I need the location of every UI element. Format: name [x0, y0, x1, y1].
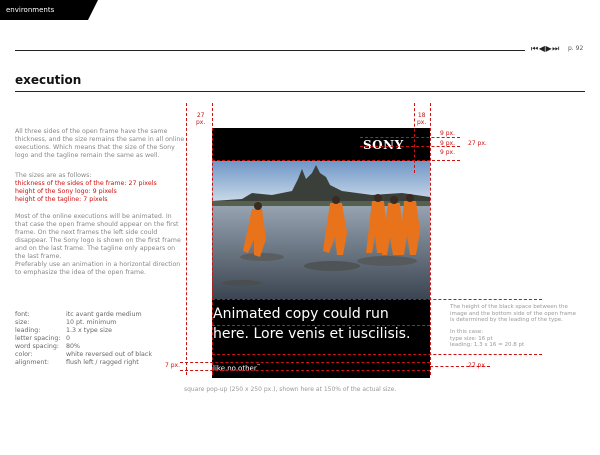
spec-value: 1.3 x type size: [66, 327, 113, 334]
figure-caption: square pop-up (250 x 250 px.), shown here at 150% of the actual size.: [184, 386, 397, 393]
size-logo: height of the Sony logo: 9 pixels: [15, 188, 117, 195]
prev-page-icon[interactable]: ◀: [538, 44, 544, 53]
spec-value: 0: [66, 335, 71, 342]
size-frame: thickness of the sides of the frame: 27 pixels: [15, 180, 157, 187]
animation-text: Most of the online executions will be animated. In that case the open frame should appear on the first frame. On the next frames the left side could disappear. The Sony logo is shown on the first frame and on the last frame. The tagline only appears on the last frame.: [15, 213, 181, 260]
monks-photo: [212, 161, 430, 299]
section-tab-notch: [88, 0, 98, 20]
section-tab[interactable]: [0, 0, 88, 20]
spec-key: leading:: [15, 327, 41, 334]
spec-value: itc avant garde medium: [66, 311, 142, 318]
spec-key: alignment:: [15, 359, 49, 366]
first-page-icon[interactable]: ⏮: [531, 44, 538, 53]
dim-left-inner: [212, 103, 213, 375]
sizes-block: [15, 172, 185, 204]
section-label: environments: [6, 6, 55, 14]
dim-left-unit: px.: [196, 119, 206, 126]
animation-paragraph: [15, 213, 185, 277]
dim-right-27: 27 px.: [468, 140, 487, 147]
dim-right-18: [417, 112, 426, 126]
case-leading: leading: 1.3 x 16 = 20.8 pt: [450, 342, 525, 348]
spec-key: size:: [15, 319, 30, 326]
dim-right-inner: [430, 103, 431, 375]
dim-copy-line: [212, 325, 430, 326]
dim-right-outer: [414, 103, 415, 173]
case-label: In this case:: [450, 329, 484, 335]
spec-value: 80%: [66, 343, 80, 350]
spec-value: 10 pt. minimum: [66, 319, 117, 326]
spec-key: color:: [15, 351, 33, 358]
dim-left-value: 27: [196, 112, 205, 119]
animation-text-2: Preferably use an animation in a horizontal direction to emphasize the idea of the open frame.: [15, 261, 181, 276]
dim-left-27: [196, 112, 205, 126]
spec-key: letter spacing:: [15, 335, 61, 342]
header-rule: [15, 50, 525, 51]
trademark-mark: ™: [256, 363, 261, 368]
case-size: type size: 16 pt: [450, 335, 493, 342]
spec-key: word spacing:: [15, 343, 59, 350]
photo-illustration: [212, 161, 430, 299]
last-page-icon[interactable]: ⏭: [552, 44, 559, 53]
dim-tag-top: [180, 362, 430, 363]
dim-bottom-27: 27 px.: [468, 362, 487, 369]
dim-left-outer: [186, 103, 187, 375]
dim-image-bottom: [212, 299, 542, 300]
page-number: p. 92: [568, 45, 584, 52]
sizes-heading: The sizes are as follows:: [15, 172, 92, 179]
spec-value: white reversed out of black: [66, 351, 153, 358]
dim-logo-line-1: [360, 137, 460, 138]
dim-copy-bottom: [212, 354, 542, 355]
intro-paragraph: All three sides of the open frame have the same thickness, and the size remains the same in all online executions. Which means that the size of the Sony logo and the tagline remain the same as well.: [15, 128, 185, 159]
next-page-icon[interactable]: ▶: [545, 44, 551, 53]
dim-right-unit: px.: [417, 119, 427, 126]
page-title: execution: [15, 73, 82, 87]
sony-logo: SONY: [363, 138, 404, 152]
dim-tag-7: 7 px.: [165, 362, 180, 369]
leading-note: The height of the black space between the image and the bottom side of the open frame is determined by the leading of the type.: [450, 304, 577, 323]
dim-logo-9c: 9 px.: [440, 149, 455, 156]
dim-right-value: 18: [417, 112, 426, 119]
page-navigation: [531, 44, 558, 54]
dim-logo-9a: 9 px.: [440, 130, 455, 137]
dim-logo-line-3: [212, 160, 460, 161]
spec-key: font:: [15, 311, 30, 318]
spec-value: flush left / ragged right: [66, 359, 139, 366]
dim-logo-9b: 9 px.: [440, 140, 455, 147]
title-rule: [15, 91, 585, 92]
ad-copy: Animated copy could run here. Lore venis et iuscilisis.: [213, 306, 411, 342]
dim-tag-bottom: [180, 370, 430, 371]
size-tagline: height of the tagline: 7 pixels: [15, 196, 108, 203]
tagline-text: like.no.other: [213, 364, 257, 373]
leading-case: [450, 329, 578, 349]
